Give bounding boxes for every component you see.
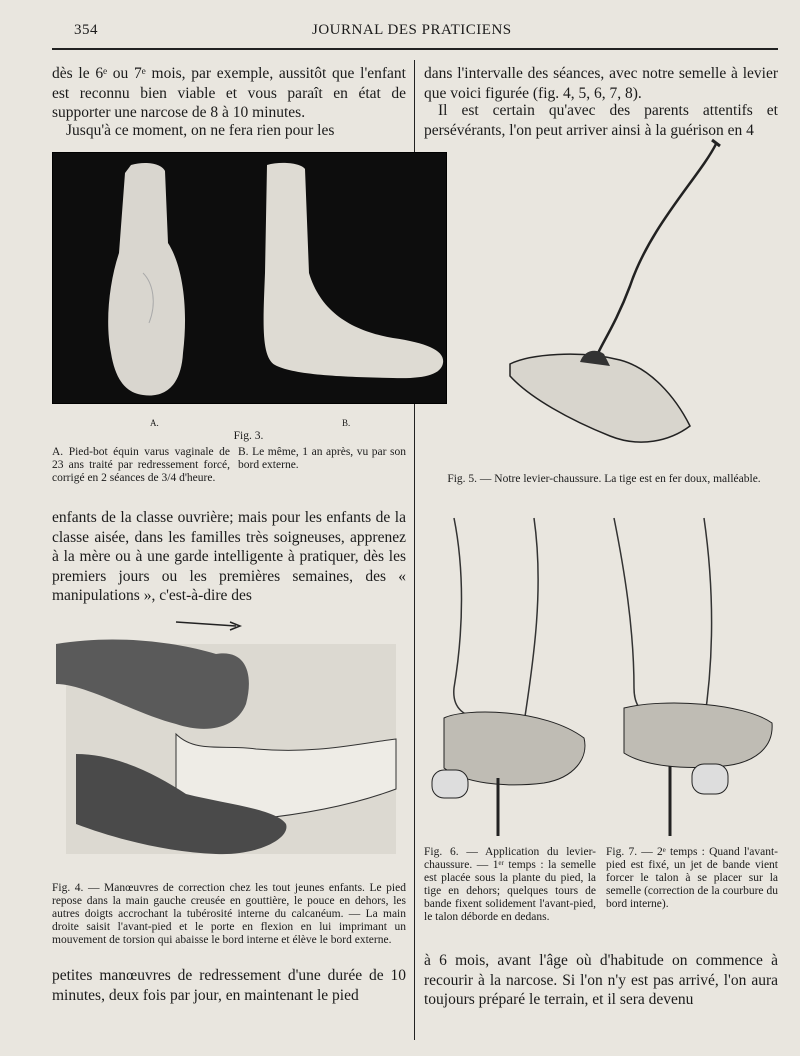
figure-5-drawing — [500, 136, 730, 456]
figure-6-drawing — [424, 508, 600, 838]
figure-3-photo — [52, 152, 447, 404]
feet-casts-illustration — [53, 153, 446, 403]
right-paragraph-3: à 6 mois, avant l'âge où d'habitude on commence à recourir à la narcose. Si l'on n'y est pas arrivé, l'on aura toujours préparé le terrain, et il sera devenu — [424, 952, 778, 1008]
hands-manipulation-illustration — [56, 604, 406, 872]
figure-6-caption: Fig. 6. — Application du levier-chaussure. — 1ᵉʳ temps : la semelle est placée sous la plante du pied, la tige en dehors; quelques tours de bande fixent solidement l'avant-pied, le talon déborde en dedans. — [424, 846, 596, 923]
left-paragraph-1: dès le 6ᵉ ou 7ᵉ mois, par exemple, aussitôt que l'enfant est reconnu bien viable et vous paraît en état de supporter une narcose de 8 à 10 minutes. — [52, 65, 406, 121]
header-rule — [52, 48, 778, 50]
journal-title: JOURNAL DES PRATICIENS — [312, 22, 512, 38]
figure-5-caption: Fig. 5. — Notre levier-chaussure. La tige est en fer doux, malléable. — [447, 473, 761, 485]
figure-7-drawing — [604, 508, 780, 838]
left-paragraph-3: enfants de la classe ouvrière; mais pour les enfants de la classe aisée, dans les familles très soigneuses, apprenez à la mère ou à une garde intelligente à pratiquer, dès les premiers jours ou les premières semaines, des « manipulations », c'est-à-dire des — [52, 509, 406, 604]
figure-3-title: Fig. 3. — [233, 430, 264, 442]
figure-3-label-b: B. — [342, 418, 351, 428]
figure-4-drawing — [56, 604, 406, 872]
lever-shoe-illustration — [500, 136, 730, 456]
page-number: 354 — [74, 22, 98, 38]
left-paragraph-2: Jusqu'à ce moment, on ne fera rien pour les — [66, 122, 335, 139]
figure-3-label-a: A. — [150, 418, 159, 428]
figure-7-caption: Fig. 7. — 2ᵉ temps : Quand l'avant-pied est fixé, un jet de bande vient forcer le talon à se placer sur la semelle (correction de la courbure du bord interne). — [606, 846, 778, 910]
figure-3-caption-b: B. Le même, 1 an après, vu par son bord externe. — [238, 446, 406, 471]
foot-bandaged-step2-illustration — [604, 508, 780, 838]
figure-3-caption-a: A. Pied-bot équin varus vaginale de 23 ans traité par redressement forcé, corrigé en 2 séances de 3/4 d'heure. — [52, 446, 230, 484]
right-paragraph-2: Il est certain qu'avec des parents attentifs et persévérants, l'on peut arriver ainsi à la guérison en 4 — [424, 102, 778, 139]
figure-4-caption: Fig. 4. — Manœuvres de correction chez les tout jeunes enfants. Le pied repose dans la main gauche creusée en gouttière, le pouce en dehors, les autres doigts accrochant la tubérosité interne du calcanéum. — La main droite saisit l'avant-pied et le porte en flexion en lui imprimant un mouvement de torsion qui abaisse le bord interne et élève le bord externe. — [52, 882, 406, 946]
right-paragraph-1: dans l'intervalle des séances, avec notre semelle à levier que voici figurée (fig. 4, 5, 6, 7, 8). — [424, 65, 778, 102]
left-paragraph-4: petites manœuvres de redressement d'une durée de 10 minutes, deux fois par jour, en maintenant le pied — [52, 967, 406, 1004]
foot-bandaged-step1-illustration — [424, 508, 600, 838]
